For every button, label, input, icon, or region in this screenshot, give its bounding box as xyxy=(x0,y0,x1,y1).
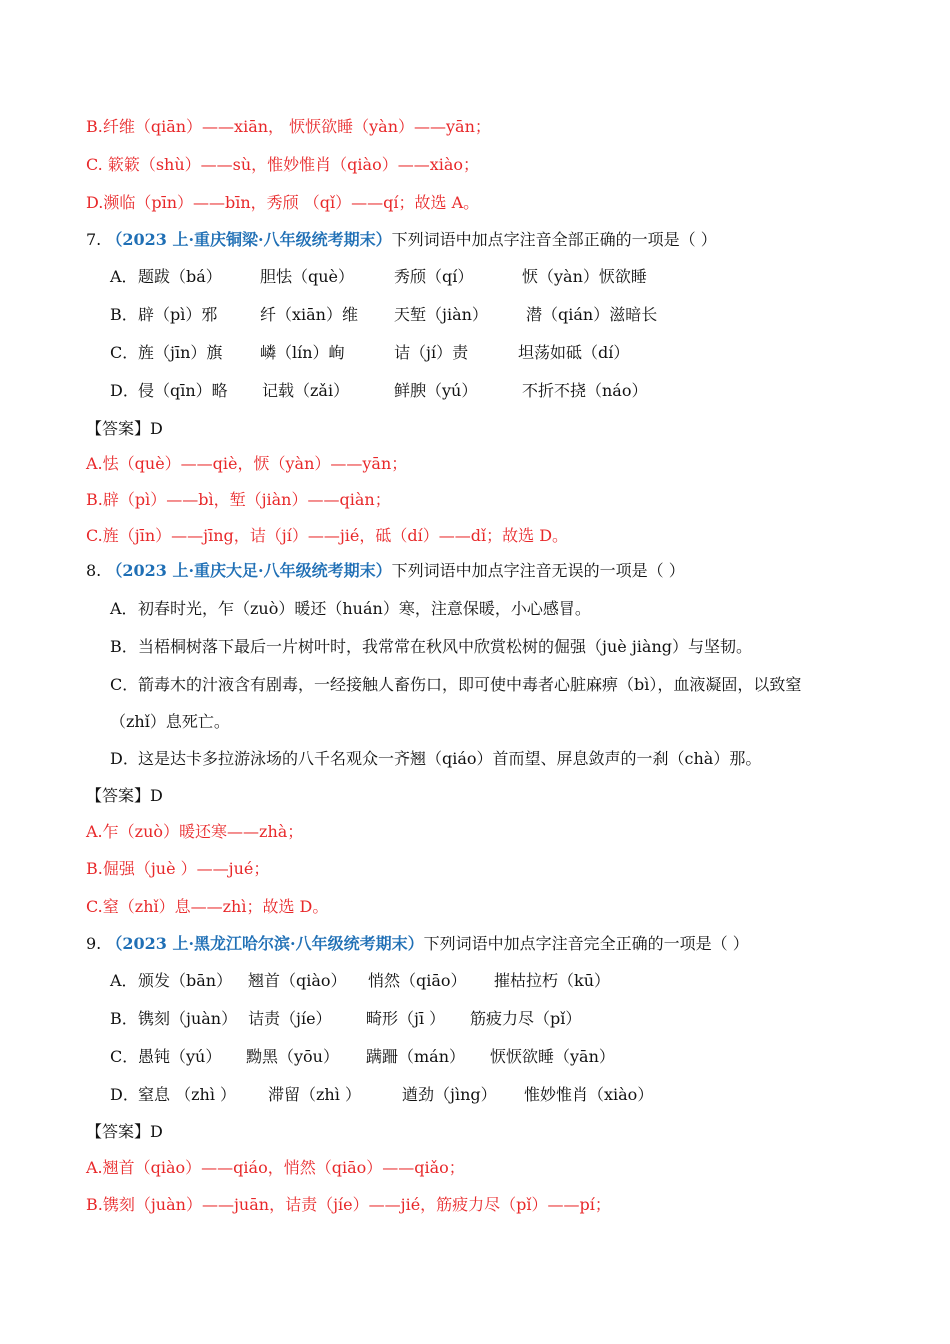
option-item: 滞留（zhì ） xyxy=(268,1085,361,1104)
option-label: D． xyxy=(110,1085,139,1104)
question-7-header xyxy=(86,229,717,251)
option-label: A． xyxy=(110,267,138,286)
option-item: 鲜腴（yú） xyxy=(394,381,478,400)
question-9-header xyxy=(86,933,749,955)
question-source: （2023 上·黑龙江哈尔滨·八年级统考期末） xyxy=(106,934,424,953)
question-source: （2023 上·重庆大足·八年级统考期末） xyxy=(106,561,392,580)
option-item: 秀颀（qí） xyxy=(394,267,474,286)
option-item: 恹恹欲睡（yān） xyxy=(490,1047,615,1066)
option-item: 潜（qián）滋暗长 xyxy=(526,305,658,324)
option-item: 胆怯（què） xyxy=(260,267,355,286)
option-item: 惟妙惟肖（xiào） xyxy=(524,1085,654,1104)
explanation-line: A.怯（què）——qiè，恹（yàn）——yān； xyxy=(86,454,408,473)
explanation-line: B.辟（pì）——bì，堑（jiàn）——qiàn； xyxy=(86,490,391,509)
option-text: 初春时光，乍（zuò）暖还（huán）寒，注意保暖，小心感冒。 xyxy=(138,599,591,618)
question-stem: 下列词语中加点字注音全部正确的一项是（ ） xyxy=(391,230,717,249)
option-label: C． xyxy=(110,1047,139,1066)
option-item: 嶙（lín）峋 xyxy=(260,343,345,362)
question-8-header xyxy=(86,560,685,582)
option-item: 诘（jí）责 xyxy=(394,343,469,362)
option-text: 当梧桐树落下最后一片树叶时，我常常在秋风中欣赏松树的倔强（juè jiàng）与坚韧。 xyxy=(138,637,752,656)
option-label: A． xyxy=(110,599,138,618)
explanation-line: C.旌（jīn）——jīng，诘（jí）——jié，砥（dí）——dǐ；故选 D。 xyxy=(86,526,569,545)
option-item: 遒劲（jìng） xyxy=(402,1085,497,1104)
option-label: C． xyxy=(110,675,139,694)
question-source: （2023 上·重庆铜梁·八年级统考期末） xyxy=(106,230,392,249)
option-label: C． xyxy=(110,343,139,362)
explanation-line: B.倔强（juè ）——jué； xyxy=(86,859,270,878)
option-item: 诘责（jíe） xyxy=(248,1009,332,1028)
option-label: D． xyxy=(110,381,139,400)
explanation-line: C.窒（zhǐ）息——zhì；故选 D。 xyxy=(86,897,329,916)
option-item: 黝黑（yōu） xyxy=(246,1047,339,1066)
prev-explanation-d: D.濒临（pīn）——bīn，秀颀 （qǐ）——qí；故选 A。 xyxy=(86,193,480,212)
option-label: B． xyxy=(110,637,138,656)
option-item: 愚钝（yú） xyxy=(138,1047,222,1066)
option-item: 恹（yàn）恹欲睡 xyxy=(522,267,647,286)
option-item: 颁发（bān） xyxy=(138,971,233,990)
option-label: A． xyxy=(110,971,138,990)
option-item: 坦荡如砥（dí） xyxy=(518,343,630,362)
question-number: 8. xyxy=(86,561,102,580)
option-item: 悄然（qiāo） xyxy=(368,971,467,990)
option-item: 旌（jīn）旗 xyxy=(138,343,223,362)
option-label: B． xyxy=(110,1009,138,1028)
option-item: 翘首（qiào） xyxy=(248,971,347,990)
option-label: D． xyxy=(110,749,139,768)
option-item: 镌刻（juàn） xyxy=(138,1009,238,1028)
option-item: 蹒跚（mán） xyxy=(366,1047,466,1066)
option-item: 天堑（jiàn） xyxy=(394,305,488,324)
option-text: 箭毒木的汁液含有剧毒，一经接触人畜伤口，即可使中毒者心脏麻痹（bì），血液凝固，以致窒 xyxy=(138,675,802,694)
question-stem: 下列词语中加点字注音完全正确的一项是（ ） xyxy=(423,934,749,953)
option-item: 畸形（jī ） xyxy=(366,1009,446,1028)
option-item: 侵（qīn）略 xyxy=(138,381,228,400)
option-item: 辟（pì）邪 xyxy=(138,305,218,324)
prev-explanation-c: C. 簌簌（shù）——sù，惟妙惟肖（qiào）——xiào； xyxy=(86,155,480,174)
question-number: 9. xyxy=(86,934,102,953)
explanation-line: A.乍（zuò）暖还寒——zhà； xyxy=(86,822,304,841)
explanation-line: A.翘首（qiào）——qiáo，悄然（qiāo）——qiǎo； xyxy=(86,1158,465,1177)
question-number: 7. xyxy=(86,230,102,249)
option-item: 记载（zǎi） xyxy=(262,381,350,400)
option-item: 纤（xiān）维 xyxy=(260,305,358,324)
option-text: 这是达卡多拉游泳场的八千名观众一齐翘（qiáo）首而望、屏息敛声的一刹（chà）那。 xyxy=(138,749,762,768)
option-item: 不折不挠（náo） xyxy=(522,381,648,400)
answer-label: 【答案】D xyxy=(86,786,163,805)
option-item: 窒息 （zhì ） xyxy=(138,1085,237,1104)
option-label: B． xyxy=(110,305,138,324)
question-stem: 下列词语中加点字注音无误的一项是（ ） xyxy=(391,561,685,580)
option-text-continuation: （zhǐ）息死亡。 xyxy=(110,712,230,731)
explanation-line: B.镌刻（juàn）——juān，诘责（jíe）——jié，筋疲力尽（pǐ）——pí； xyxy=(86,1195,611,1214)
prev-explanation-b: B.纤维（qiān）——xiān， 恹恹欲睡（yàn）——yān； xyxy=(86,117,491,136)
option-item: 摧枯拉朽（kū） xyxy=(494,971,611,990)
option-item: 筋疲力尽（pǐ） xyxy=(470,1009,582,1028)
answer-label: 【答案】D xyxy=(86,1122,163,1141)
answer-label: 【答案】D xyxy=(86,419,163,438)
option-item: 题跋（bá） xyxy=(138,267,222,286)
